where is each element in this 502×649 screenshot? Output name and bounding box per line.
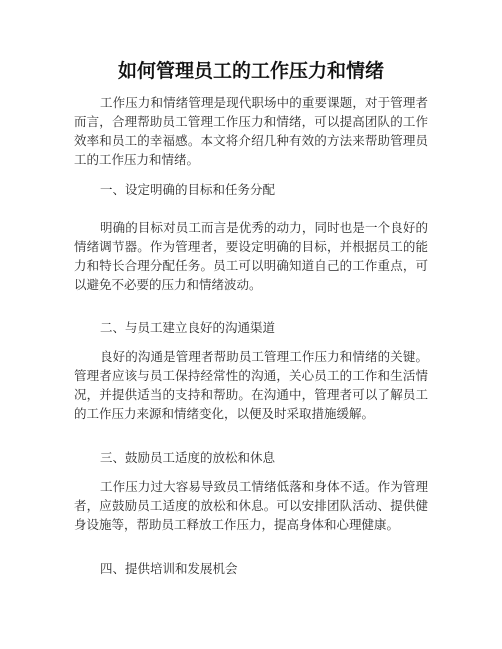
section-body-1: 明确的目标对员工而言是优秀的动力，同时也是一个良好的情绪调节器。作为管理者，要设定明确的目标，并根据员工的能力和特长合理分配任务。员工可以明确知道自己的工作重点，可以避免不必要的压力和情绪波动。 <box>74 220 428 292</box>
section-body-3: 工作压力过大容易导致员工情绪低落和身体不适。作为管理者，应鼓励员工适度的放松和休息。可以安排团队活动、提供健身设施等，帮助员工释放工作压力，提高身体和心理健康。 <box>74 479 428 532</box>
section-heading-3: 三、鼓励员工适度的放松和休息 <box>100 450 276 465</box>
intro-paragraph: 工作压力和情绪管理是现代职场中的重要课题，对于管理者而言，合理帮助员工管理工作压力和情绪，可以提高团队的工作效率和员工的幸福感。本文将介绍几种有效的方法来帮助管理员工的工作压力和情绪。 <box>74 95 428 167</box>
section-heading-2: 二、与员工建立良好的沟通渠道 <box>100 320 276 335</box>
section-body-2: 良好的沟通是管理者帮助员工管理工作压力和情绪的关键。管理者应该与员工保持经常性的沟通，关心员工的工作和生活情况，并提供适当的支持和帮助。在沟通中，管理者可以了解员工的工作压力来源和情绪变化，以便及时采取措施缓解。 <box>74 349 428 421</box>
document-title: 如何管理员工的工作压力和情绪 <box>117 60 384 82</box>
section-heading-4: 四、提供培训和发展机会 <box>100 561 238 576</box>
section-heading-1: 一、设定明确的目标和任务分配 <box>100 182 276 197</box>
